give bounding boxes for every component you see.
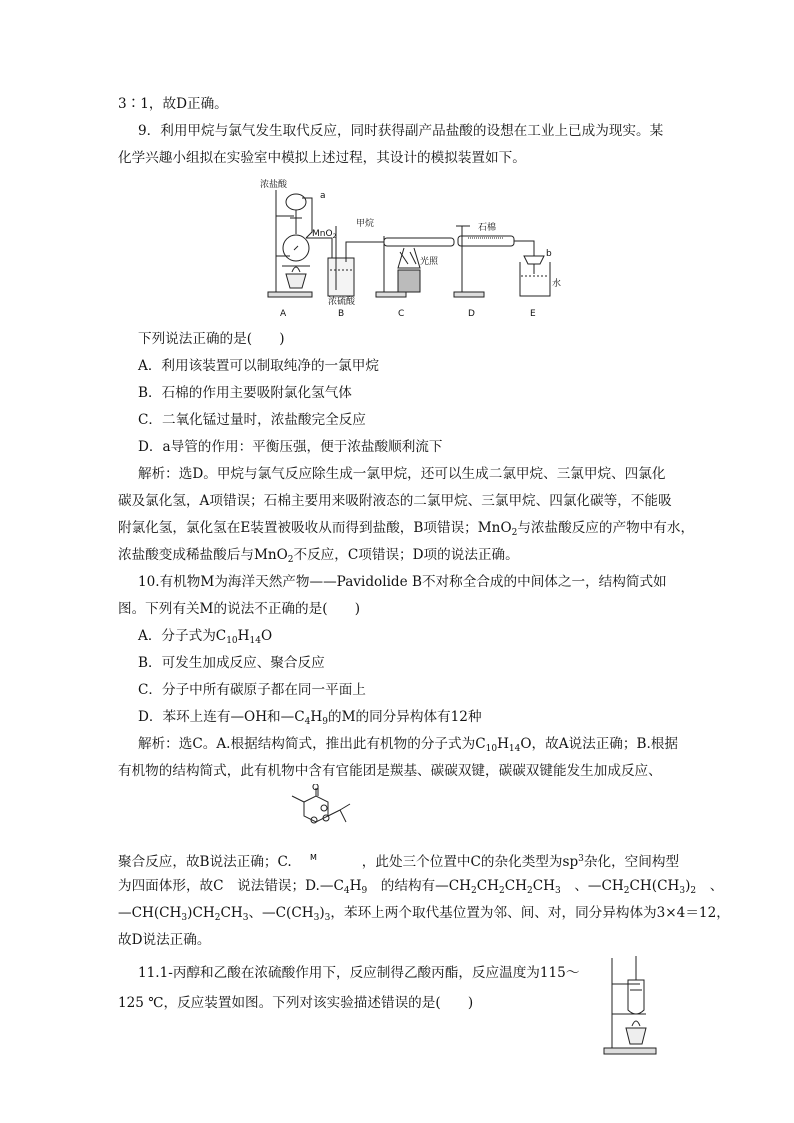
label-asbestos: 石棉 xyxy=(478,223,497,233)
q9-ask: 下列说法正确的是( ) xyxy=(138,331,285,347)
q10-analysis-line5: $—CH(CH_3)CH_2CH_3$、$—C(CH_3)_3$，苯环上两个取代基位置为邻、间、对，同分异构体为3×4＝12， xyxy=(118,905,730,923)
q10-analysis-line6: 故D说法正确。 xyxy=(118,932,211,948)
label-light: 光照 xyxy=(420,257,439,267)
q9-option-d: D．a导管的作用：平衡压强，便于浓盐酸顺利流下 xyxy=(138,439,443,455)
q10-option-a: A．分子式为$C_{10}H_{14}O$ xyxy=(138,628,273,646)
q10-analysis-line4: 为四面体形，故C 说法错误；$D.—C_4H_9$ 的结构有$—CH_2CH_2CH_2CH_3$ 、$—CH_2CH(CH_3)_2$ 、 xyxy=(118,878,724,896)
label-conc-hcl: 浓盐酸 xyxy=(260,180,288,190)
q10-analysis-line3: 聚合反应，故B说法正确；C. ，此处三个位置中C的杂化类型为$sp^3$杂化，空间构型 xyxy=(118,854,680,870)
q9-stem-line2: 化学兴趣小组拟在实验室中模拟上述过程，其设计的模拟装置如下。 xyxy=(118,150,526,166)
label-b: b xyxy=(546,249,552,259)
mol-m-label: M xyxy=(310,853,317,862)
apparatus-figure xyxy=(258,176,568,318)
q11-stem-line1: 11.1-丙醇和乙酸在浓硫酸作用下，反应制得乙酸丙酯，反应温度为115～ xyxy=(138,965,580,981)
q10-option-c: C．分子中所有碳原子都在同一平面上 xyxy=(138,682,366,698)
q9-analysis-line2: 碳及氯化氢，A项错误；石棉主要用来吸附液态的二氯甲烷、三氯甲烷、四氯化碳等，不能吸 xyxy=(118,493,672,509)
label-water: 水 xyxy=(552,279,562,289)
q9-stem-line1: 9．利用甲烷与氯气发生取代反应，同时获得副产品盐酸的设想在工业上已成为现实。某 xyxy=(138,123,664,139)
q10-analysis-line1: 解析：选C。A.根据结构简式，推出此有机物的分子式为$C_{10}H_{14}O$，故A说法正确；B.根据 xyxy=(138,736,678,754)
q10-analysis-line2: 有机物的结构简式，此有机物中含有官能团是羰基、碳碳双键，碳碳双键能发生加成反应、 xyxy=(118,763,662,779)
label-B: B xyxy=(338,309,345,318)
q10-stem-line1: 10.有机物M为海洋天然产物——Pavidolide B不对称全合成的中间体之一，结构简式如 xyxy=(138,574,667,590)
q11-stem-line2: 125 ℃，反应装置如图。下列对该实验描述错误的是( ) xyxy=(118,995,474,1011)
label-E: E xyxy=(530,309,536,318)
q10-option-d: D．苯环上连有—OH和$—C_4H_9$的M的同分异构体有12种 xyxy=(138,709,482,727)
label-a: a xyxy=(320,191,326,201)
q9-analysis-line4: 浓盐酸变成稀盐酸后与MnO$_2$不反应，C项错误；D项的说法正确。 xyxy=(118,547,519,565)
q9-option-c: C．二氧化锰过量时，浓盐酸完全反应 xyxy=(138,412,366,428)
q9-analysis-line1: 解析：选D。甲烷与氯气反应除生成一氯甲烷，还可以生成二氯甲烷、三氯甲烷、四氯化 xyxy=(138,466,666,482)
label-conc-h2so4: 浓硫酸 xyxy=(328,297,356,307)
label-D: D xyxy=(468,309,475,318)
reaction-apparatus-figure xyxy=(600,954,664,1058)
q10-option-b: B．可发生加成反应、聚合反应 xyxy=(138,655,325,671)
label-mno2: MnO$_2$ xyxy=(312,229,337,240)
text-line: 3∶1，故D正确。 xyxy=(118,96,228,112)
label-A: A xyxy=(280,309,287,318)
q9-option-a: A．利用该装置可以制取纯净的一氯甲烷 xyxy=(138,358,379,374)
q10-stem-line2: 图。下列有关M的说法不正确的是( ) xyxy=(118,601,361,617)
q9-analysis-line3: 附氯化氢，氯化氢在E装置被吸收从而得到盐酸，B项错误；MnO$_2$与浓盐酸反应的产物中有水， xyxy=(118,520,695,538)
label-methane: 甲烷 xyxy=(356,219,375,229)
q9-option-b: B．石棉的作用主要吸附氯化氢气体 xyxy=(138,385,352,401)
label-C: C xyxy=(398,309,405,318)
mol-oxygen-label: O xyxy=(312,784,320,793)
